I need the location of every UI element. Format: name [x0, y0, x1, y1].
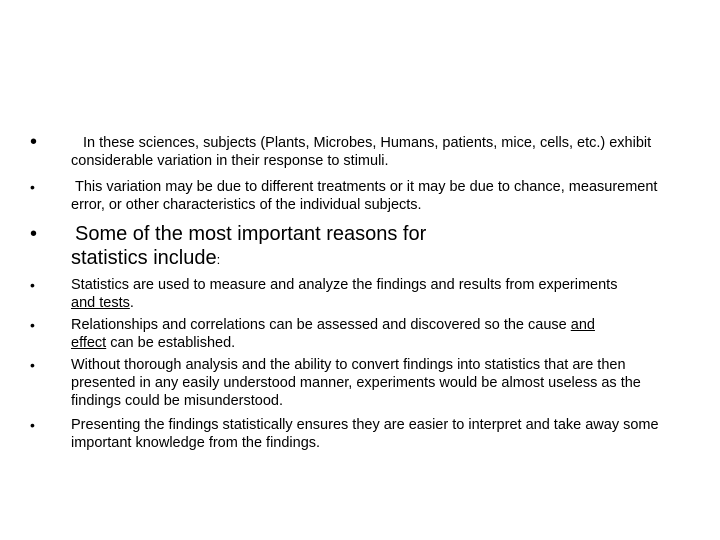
- section-heading: [71, 222, 491, 272]
- bullet-marker: •: [30, 357, 35, 373]
- bullet-text-after: .: [129, 295, 134, 311]
- underlined-phrase: and effect: [71, 317, 595, 351]
- bullet-text-before: Statistics are used to measure and analyze the findings and results from experiments: [71, 277, 618, 293]
- bullet-marker: •: [30, 417, 35, 433]
- bullet-text: [71, 316, 631, 352]
- bullet-marker: •: [30, 317, 35, 333]
- bullet-text-after: can be established.: [106, 335, 236, 351]
- section-heading-text: Some of the most important reasons for statistics include: [71, 223, 427, 269]
- bullet-text-before: Relationships and correlations can be assessed and discovered so the cause: [71, 317, 571, 333]
- underlined-phrase: and tests: [71, 295, 130, 311]
- bullet-text: This variation may be due to different treatments or it may be due to chance, measurement error, or other characteristics of the individual subjects.: [71, 179, 658, 213]
- bullet-marker: •: [30, 131, 38, 153]
- bullet-text: Without thorough analysis and the ability to convert findings into statistics that are then presented in any easily understood manner, experiments would be almost useless as the findings could be misunderstood.: [71, 357, 641, 409]
- bullet-marker: •: [30, 223, 38, 245]
- section-heading-colon: :: [216, 252, 221, 267]
- bullet-marker: •: [30, 277, 35, 293]
- bullet-text: In these sciences, subjects (Plants, Microbes, Humans, patients, mice, cells, etc.) exhibit considerable variation in their response to stimuli.: [71, 135, 652, 169]
- bullet-marker: •: [30, 179, 35, 195]
- bullet-text: Presenting the findings statistically ensures they are easier to interpret and take away some important knowledge from the findings.: [71, 417, 659, 451]
- bullet-text: [71, 276, 641, 312]
